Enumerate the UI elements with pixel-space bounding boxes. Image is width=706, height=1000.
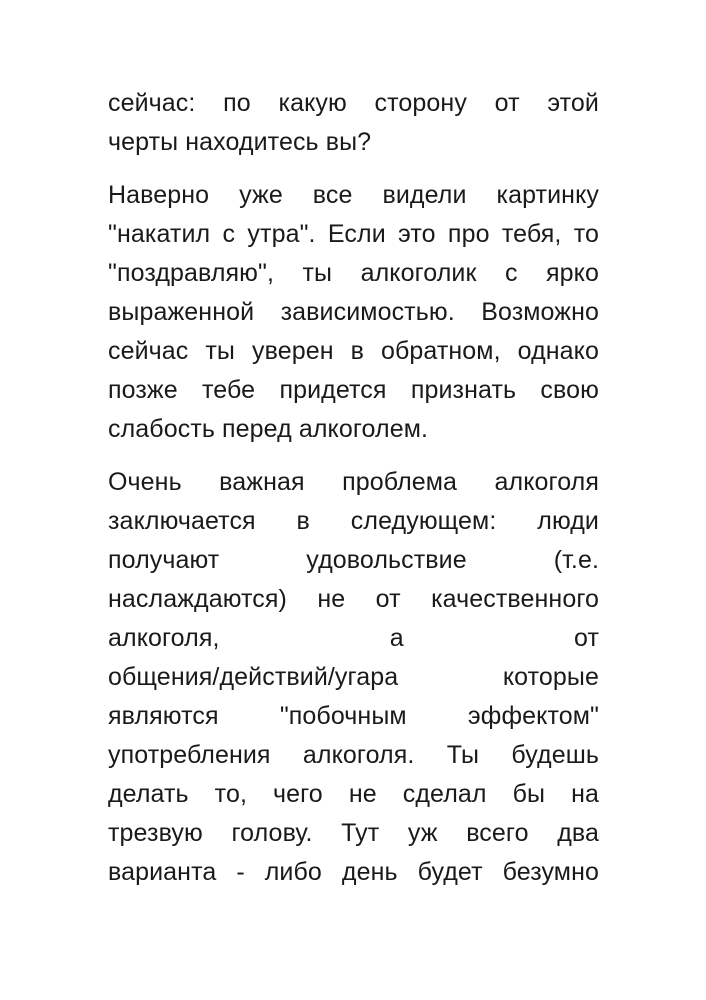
text-line: "поздравляю", ты алкоголик с ярко xyxy=(108,259,599,287)
text-line: делать то, чего не сделал бы на xyxy=(108,780,599,808)
text-line: "накатил с утра". Если это про тебя, то xyxy=(108,220,599,248)
text-line: трезвую голову. Тут уж всего два xyxy=(108,819,599,847)
text-line: позже тебе придется признать свою xyxy=(108,376,599,404)
text-line: заключается в следующем: люди xyxy=(108,507,599,535)
text-line: Наверно уже все видели картинку xyxy=(108,181,599,209)
text-line: сейчас ты уверен в обратном, однако xyxy=(108,337,599,365)
text-line: слабость перед алкоголем. xyxy=(108,415,429,443)
text-line: Очень важная проблема алкоголя xyxy=(108,468,599,496)
text-line: черты находитесь вы? xyxy=(108,128,372,156)
text-line: общения/действий/угара которые xyxy=(108,663,599,691)
paragraph-3 xyxy=(108,463,599,892)
text-line: употребления алкоголя. Ты будешь xyxy=(108,741,599,769)
text-line: являются "побочным эффектом" xyxy=(108,702,599,730)
text-line: выраженной зависимостью. Возможно xyxy=(108,298,599,326)
text-line: алкоголя, а от xyxy=(108,624,599,652)
document-page xyxy=(108,84,599,892)
paragraph-2 xyxy=(108,176,599,449)
paragraph-gap xyxy=(108,162,599,176)
text-line: варианта - либо день будет безумно xyxy=(108,858,599,886)
text-line: сейчас: по какую сторону от этой xyxy=(108,89,599,117)
paragraph-1 xyxy=(108,84,599,162)
text-line: наслаждаются) не от качественного xyxy=(108,585,599,613)
paragraph-gap xyxy=(108,449,599,463)
text-line: получают удовольствие (т.е. xyxy=(108,546,599,574)
